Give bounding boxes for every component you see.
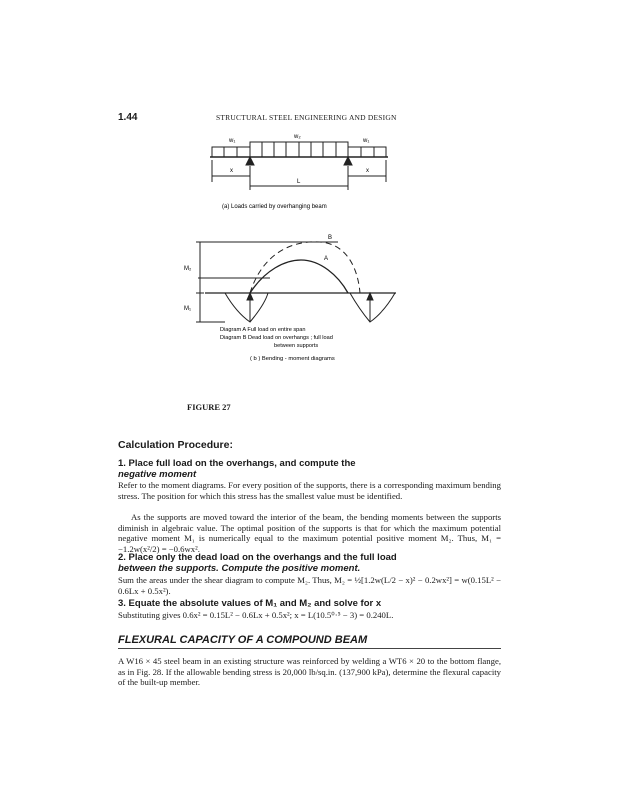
label-M1: M₁ <box>184 306 192 312</box>
step-1-title-line-a: 1. Place full load on the overhangs, and compute the <box>118 458 356 469</box>
running-title: STRUCTURAL STEEL ENGINEERING AND DESIGN <box>216 113 397 122</box>
moment-diagrams <box>196 242 396 322</box>
step-1-title <box>118 458 501 480</box>
legend-b: Diagram B Dead load on overhangs ; full load <box>220 335 333 341</box>
figure-27-diagram <box>150 130 420 370</box>
step-2-title-line-a: 2. Place only the dead load on the overhangs and the full load <box>118 552 397 563</box>
legend-b-cont: between supports <box>274 343 319 349</box>
section-para-1: A W16 × 45 steel beam in an existing structure was reinforced by welding a WT6 × 20 to the bottom flange, as in Fig. 28. If the allowable bending stress is 20,000 lb/sq.in. (137,900 kPa), determine the flexural capacity of the built-up member. <box>118 656 501 688</box>
calc-heading: Calculation Procedure: <box>118 439 233 451</box>
label-x-left: x <box>230 168 233 174</box>
caption-b: ( b ) Bending - moment diagrams <box>250 356 335 362</box>
step-3-title: 3. Equate the absolute values of M₁ and M₂ and solve for x <box>118 598 382 609</box>
label-w1-left: w₁ <box>229 138 236 144</box>
label-B: B <box>328 235 333 241</box>
page-number: 1.44 <box>118 112 138 123</box>
step-2-para-1: Sum the areas under the shear diagram to compute M₂. Thus, M₂ = ½[1.2w(L/2 − x)² − 0.2wx²] = w(0.15L² − 0.6Lx + 0.5x²). <box>118 575 501 596</box>
step-1-para-1: Refer to the moment diagrams. For every position of the supports, there is a corresponding maximum bending stress. The position for which this stress has the smallest value must be identified. <box>118 480 501 501</box>
label-w1-right: w₁ <box>363 138 370 144</box>
figure-label: FIGURE 27 <box>187 402 231 412</box>
label-span-L: L <box>297 179 301 185</box>
label-w2: w₂ <box>294 134 301 140</box>
label-x-right: x <box>366 168 369 174</box>
label-A: A <box>324 256 329 262</box>
step-1-para-2: As the supports are moved toward the interior of the beam, the bending moments between the supports diminish in algebraic value. The optimal position of the supports is that for which the maximum potential negative moment M₁ is numerically equal to the maximum potential positive moment M₂. Thus, M₁ = −1.2w(x²/2) = −0.6wx². <box>118 512 501 554</box>
step-3-para-1: Substituting gives 0.6x² = 0.15L² − 0.6Lx + 0.5x²; x = L(10.5⁰·⁵ − 3) = 0.240L. <box>118 610 394 620</box>
step-1-title-line-b: negative moment <box>118 469 197 480</box>
label-M2: M₂ <box>184 266 192 272</box>
step-2-title <box>118 552 501 574</box>
step-2-title-line-b: between the supports. Compute the positive moment. <box>118 563 361 574</box>
caption-a: (a) Loads carried by overhanging beam <box>222 204 327 210</box>
section-heading: FLEXURAL CAPACITY OF A COMPOUND BEAM <box>118 634 501 649</box>
legend-a: Diagram A Full load on entire span <box>220 327 306 333</box>
